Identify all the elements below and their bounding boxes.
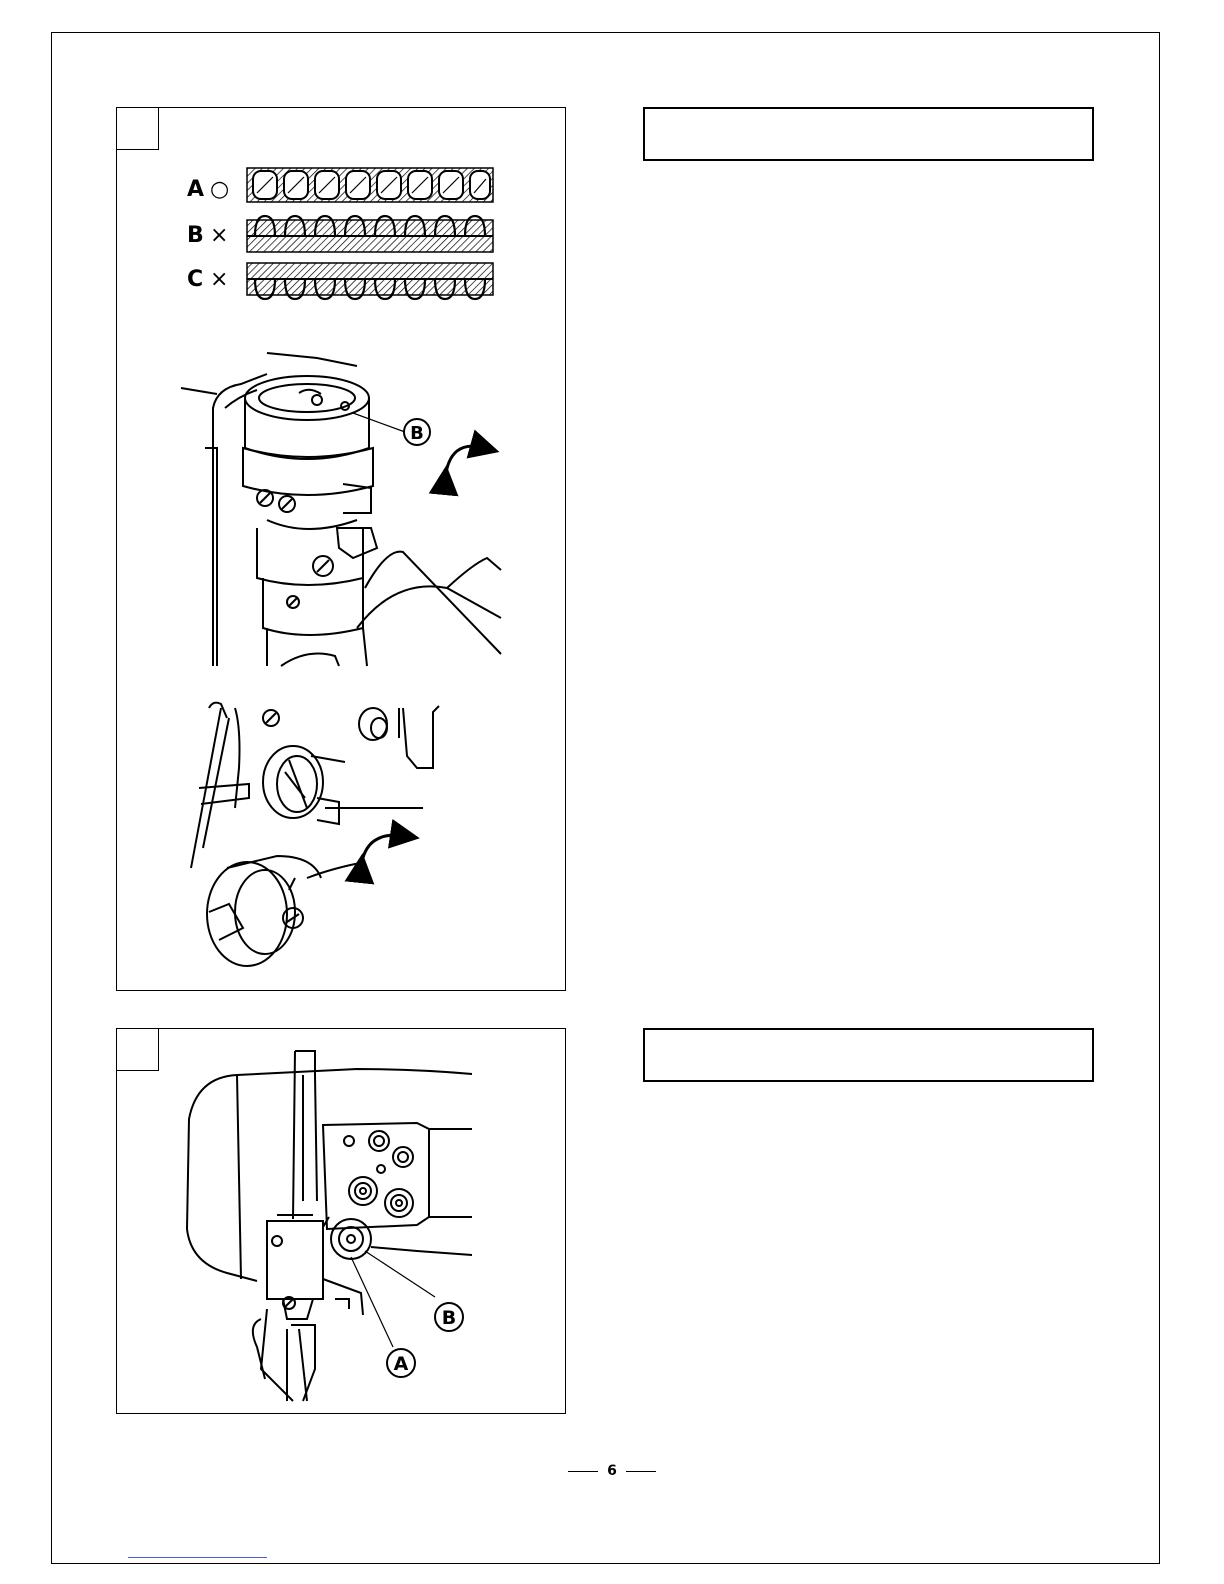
section-title-box-1 bbox=[643, 107, 1094, 161]
section-title-box-2 bbox=[643, 1028, 1094, 1082]
page-number-text: 6 bbox=[607, 1463, 617, 1479]
bottom-link-underline bbox=[128, 1557, 267, 1558]
page-number bbox=[0, 1463, 1224, 1479]
stitch-mark-b: × bbox=[210, 223, 229, 248]
page-number-dash-left bbox=[568, 1471, 598, 1472]
stitch-mark-a: ○ bbox=[210, 177, 230, 202]
machine-head-drawing bbox=[187, 1051, 472, 1401]
tension-adjust-arrow-icon bbox=[361, 835, 405, 868]
stitch-strip-c bbox=[247, 263, 493, 299]
figure-1-drawing bbox=[117, 108, 567, 992]
stitch-strip-b bbox=[247, 216, 493, 252]
callout-a: A bbox=[393, 1353, 409, 1375]
figure-2-drawing bbox=[117, 1029, 567, 1415]
hook-callout-b: B bbox=[410, 423, 424, 444]
stitch-mark-c: × bbox=[210, 267, 229, 292]
rotary-hook-drawing bbox=[181, 353, 501, 666]
page-number-dash-right bbox=[626, 1471, 656, 1472]
stitch-label-a: A bbox=[187, 177, 205, 202]
rotation-arrow-icon bbox=[445, 446, 485, 480]
figure-panel-1 bbox=[116, 107, 566, 991]
callout-b: B bbox=[441, 1307, 457, 1329]
stitch-label-b: B bbox=[187, 223, 204, 248]
figure-panel-2 bbox=[116, 1028, 566, 1414]
stitch-label-c: C bbox=[187, 267, 204, 292]
stitch-strip-a bbox=[247, 168, 493, 202]
